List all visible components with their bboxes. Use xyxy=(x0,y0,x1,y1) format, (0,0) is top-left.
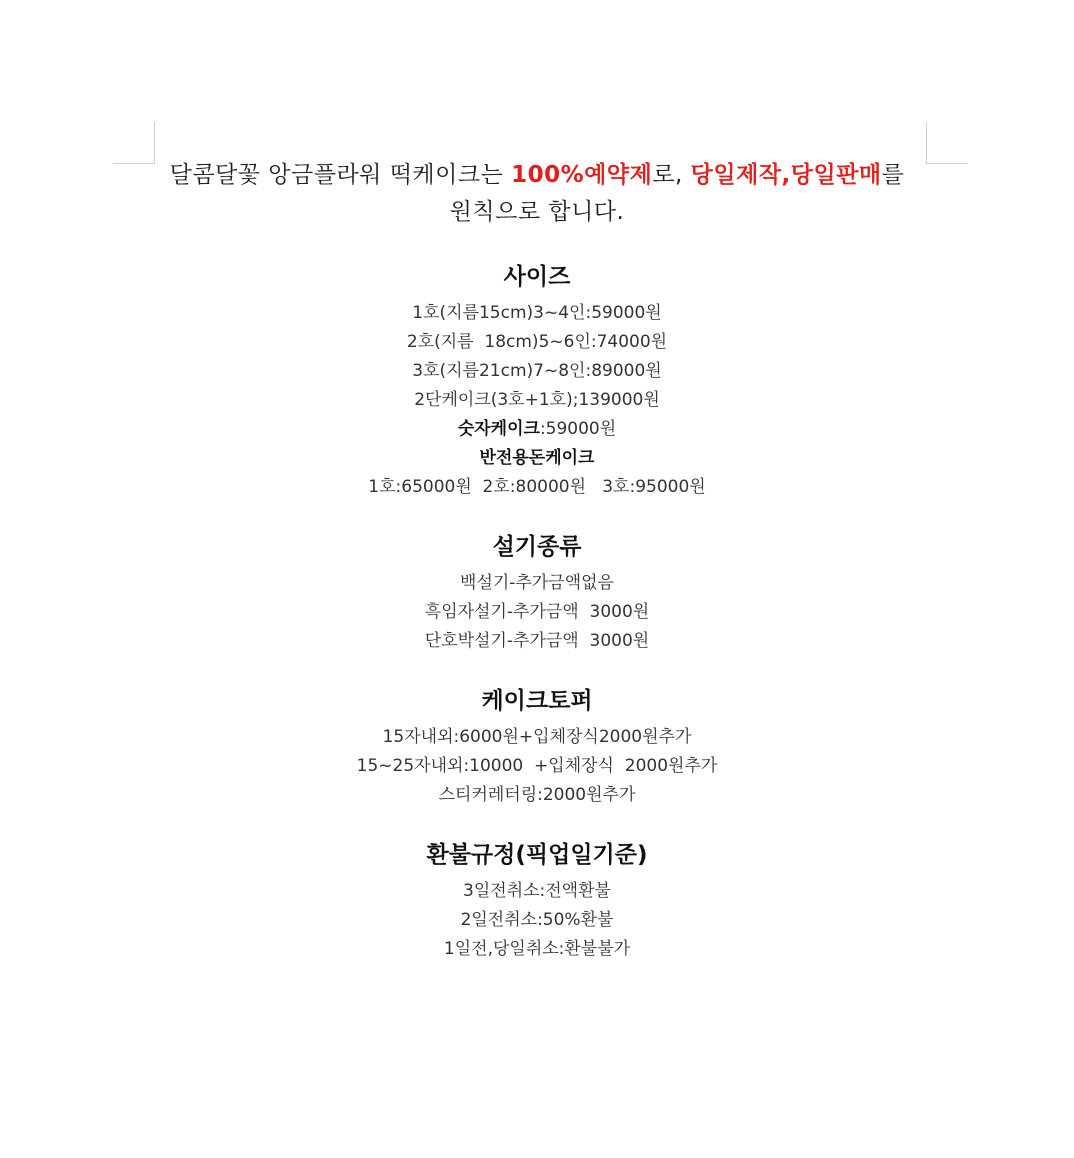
intro-text-2: 로, xyxy=(652,162,691,188)
intro-highlight-reservation: 100%예약제 xyxy=(511,162,653,188)
size-item-5-price: :59000원 xyxy=(539,419,617,439)
topper-item-1: 15자내외:6000원+입체장식2000원추가 xyxy=(382,727,692,747)
intro-text-1: 달콤달꽃 앙금플라워 떡케이크는 xyxy=(169,162,512,188)
seolgi-item-1: 백설기-추가금액없음 xyxy=(460,573,614,593)
section-title-refund: 환불규정(픽업일기준) xyxy=(426,842,648,868)
size-item-4: 2단케이크(3호+1호);139000원 xyxy=(414,390,660,410)
refund-item-2: 2일전취소:50%환불 xyxy=(460,910,614,930)
intro-highlight-same-day: 당일제작,당일판매 xyxy=(690,162,882,188)
topper-list xyxy=(0,723,1074,810)
intro-paragraph xyxy=(120,157,954,231)
size-item-5 xyxy=(0,415,1074,444)
section-title-size: 사이즈 xyxy=(503,264,571,290)
section-size xyxy=(0,260,1074,502)
refund-item-1: 3일전취소:전액환불 xyxy=(463,881,611,901)
refund-item-3: 1일전,당일취소:환불불가 xyxy=(443,939,631,959)
size-item-3: 3호(지름21cm)7~8인:89000원 xyxy=(412,361,662,381)
section-seolgi xyxy=(0,530,1074,656)
topper-item-2: 15~25자내외:10000 +입체장식 2000원추가 xyxy=(356,756,718,776)
intro-text-3: 를 xyxy=(881,162,905,188)
topper-item-3: 스티커레터링:2000원추가 xyxy=(438,785,636,805)
intro-line-1 xyxy=(120,157,954,194)
refund-list xyxy=(0,877,1074,964)
size-item-1: 1호(지름15cm)3~4인:59000원 xyxy=(412,303,662,323)
size-item-5-label: 숫자케이크 xyxy=(457,419,540,439)
section-title-seolgi: 설기종류 xyxy=(492,534,582,560)
size-item-6: 반전용돈케이크 xyxy=(479,448,595,468)
size-item-7: 1호:65000원 2호:80000원 3호:95000원 xyxy=(368,477,706,497)
section-title-topper: 케이크토퍼 xyxy=(481,688,593,714)
intro-line-2: 원칙으로 합니다. xyxy=(449,199,625,225)
section-refund xyxy=(0,838,1074,964)
size-item-2: 2호(지름 18cm)5~6인:74000원 xyxy=(406,332,668,352)
seolgi-item-3: 단호박설기-추가금액 3000원 xyxy=(424,631,650,651)
seolgi-item-2: 흑임자설기-추가금액 3000원 xyxy=(424,602,650,622)
size-list xyxy=(0,299,1074,502)
section-topper xyxy=(0,684,1074,810)
seolgi-list xyxy=(0,569,1074,656)
